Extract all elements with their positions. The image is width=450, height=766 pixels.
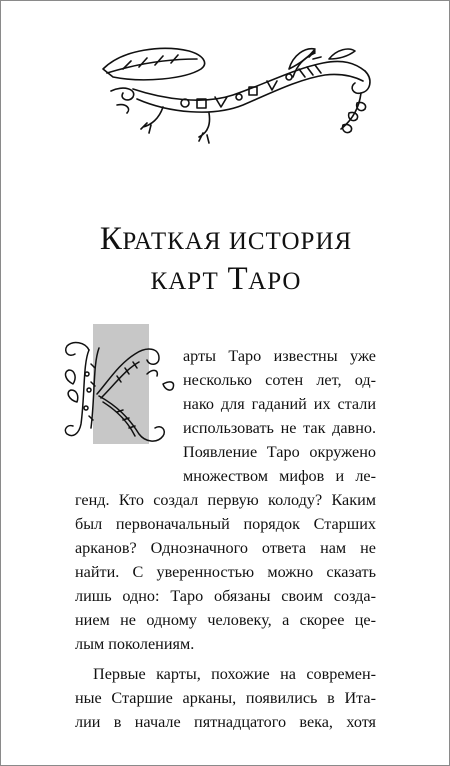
ornate-letter-k-icon [59, 324, 191, 448]
chapter-title-line-1 [1, 223, 450, 256]
text-line: Первые карты, похожие на современ- [93, 665, 376, 683]
text-line: нием не одному человеку, а скорее це- [75, 611, 376, 629]
text-line: ные Старшие арканы, появились в Ита- [75, 689, 376, 707]
text-line: найти. С уверенностью можно сказать [75, 563, 376, 581]
text-line: нако для гаданий их стали [183, 395, 376, 413]
text-line: лым поколениям. [75, 635, 195, 653]
title-small-caps: КАРТ [150, 268, 219, 295]
text-line: лишь одно: Таро обязаны своим созда- [75, 587, 376, 605]
chapter-title-line-2 [1, 263, 450, 296]
text-line: использовать не так давно. [183, 419, 376, 437]
drop-cap [59, 324, 191, 448]
salamander-ornament-icon [93, 29, 379, 147]
title-small-caps: АРО [248, 268, 302, 295]
title-capital: К [99, 221, 123, 257]
text-line: арты Таро известны уже [183, 347, 376, 365]
text-line: арканов? Однозначного ответа нам не [75, 539, 376, 557]
title-small-caps: РАТКАЯ ИСТОРИЯ [122, 228, 353, 255]
text-line: лии в начале пятнадцатого века, хотя [75, 713, 376, 731]
text-line: был первоначальный порядок Старших [75, 515, 376, 533]
text-line: Появление Таро окружено [183, 443, 376, 461]
text-line: генд. Кто создал первую колоду? Каким [75, 491, 376, 509]
text-line: несколько сотен лет, од- [183, 371, 376, 389]
title-capital: Т [227, 261, 249, 297]
text-line: множеством мифов и ле- [183, 467, 376, 485]
